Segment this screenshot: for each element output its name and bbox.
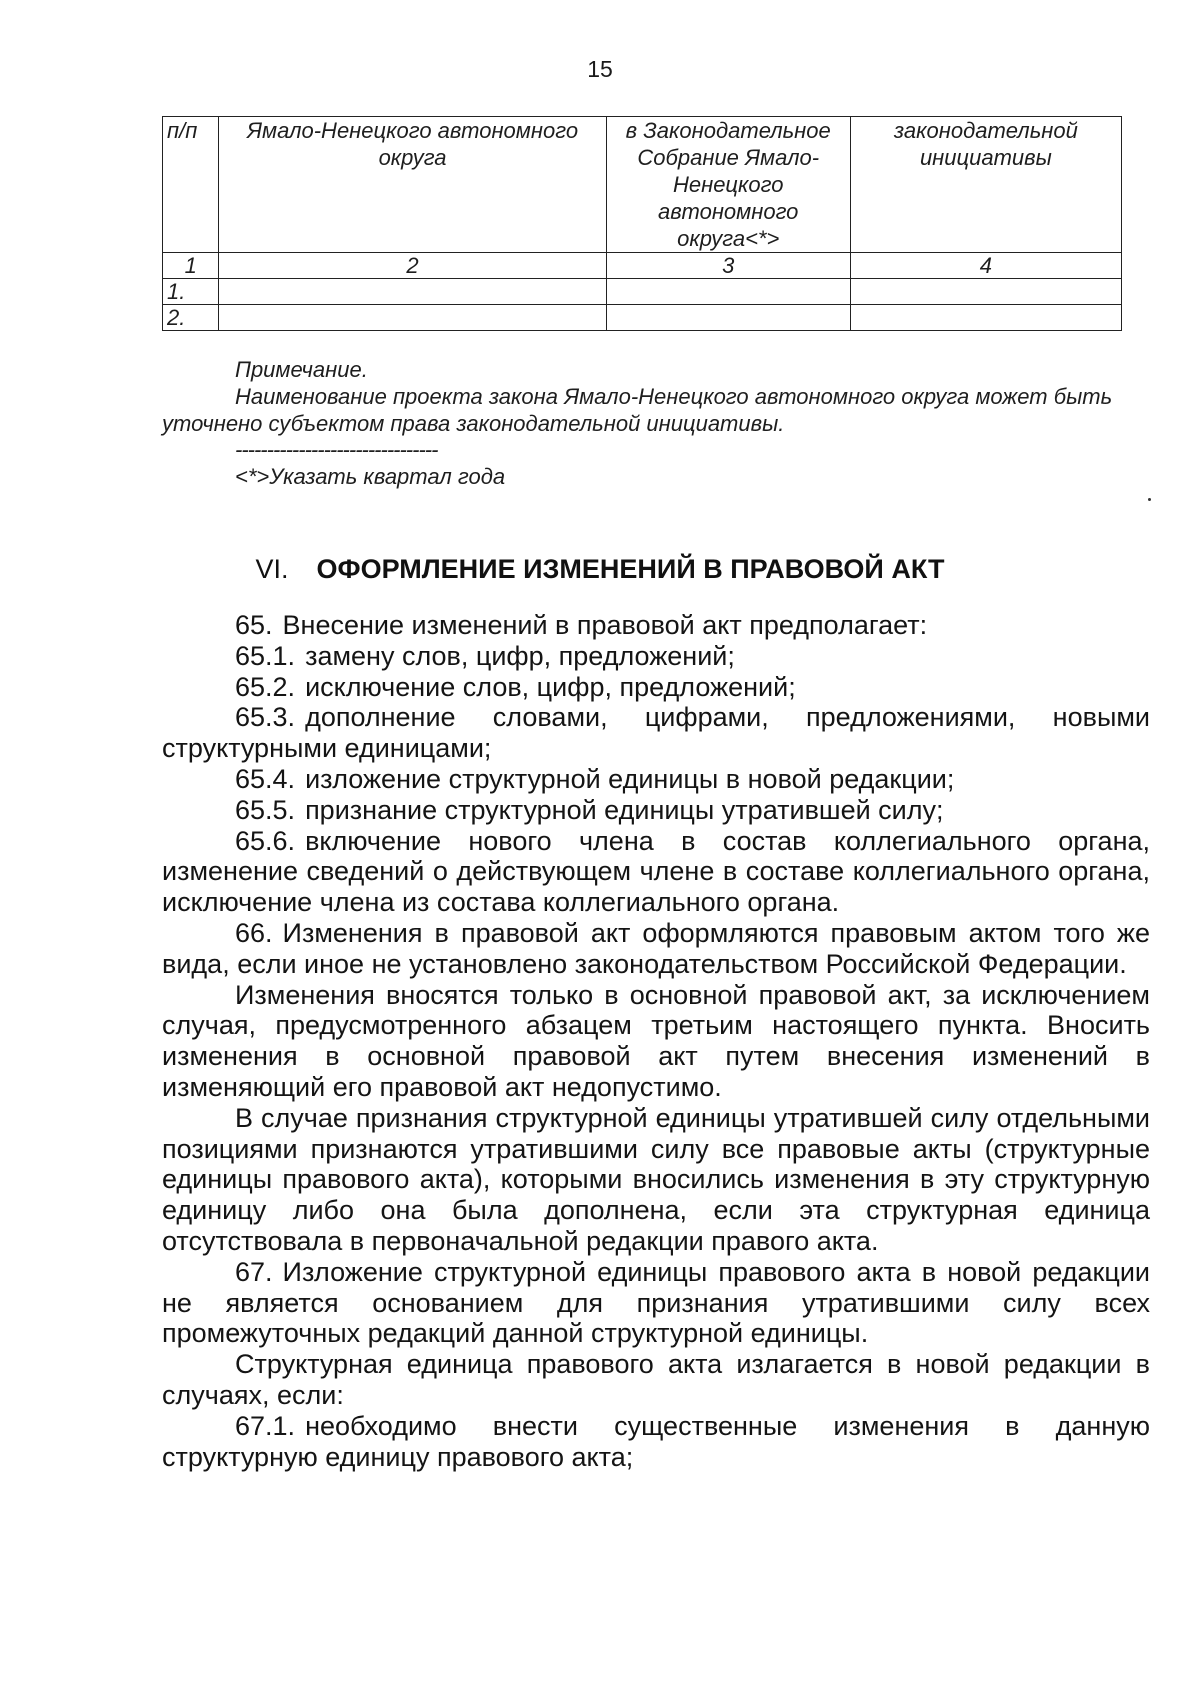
section-heading bbox=[0, 552, 1200, 586]
paragraph bbox=[162, 672, 1150, 703]
table-header-cell: законодательной инициативы bbox=[850, 117, 1121, 253]
table-cell bbox=[606, 305, 850, 331]
table-cell bbox=[219, 279, 606, 305]
paragraph-text: исключение слов, цифр, предложений; bbox=[305, 671, 796, 702]
paragraph bbox=[162, 980, 1150, 1103]
paragraph-text: необходимо внести существенные изменения в данную структурную единицу правового акта; bbox=[162, 1410, 1150, 1472]
table-cell: 1. bbox=[163, 279, 219, 305]
footnote-text: <*>Указать квартал года bbox=[235, 464, 506, 489]
section-title: ОФОРМЛЕНИЕ ИЗМЕНЕНИЙ В ПРАВОВОЙ АКТ bbox=[316, 554, 945, 584]
paragraph-text: Структурная единица правового акта излагается в новой редакции в случаях, если: bbox=[162, 1349, 1150, 1410]
table-cell bbox=[606, 279, 850, 305]
column-number-cell: 1 bbox=[163, 253, 219, 279]
table-cell: 2. bbox=[163, 305, 219, 331]
paragraph bbox=[162, 918, 1150, 980]
paragraph-number: 65.4. bbox=[235, 763, 296, 794]
paragraph-number: 65.6. bbox=[235, 825, 296, 856]
paragraph bbox=[162, 1257, 1150, 1349]
paragraph-number: 65.2. bbox=[235, 671, 296, 702]
table-cell bbox=[850, 305, 1121, 331]
paragraph bbox=[162, 1103, 1150, 1257]
paragraph-number: 65.5. bbox=[235, 794, 296, 825]
note-text: Наименование проекта закона Ямало-Ненецкого автономного округа может быть уточнено субъектом права законодательной инициативы. bbox=[162, 384, 1113, 436]
paragraph-text: дополнение словами, цифрами, предложениями, новыми структурными единицами; bbox=[162, 702, 1150, 764]
footnote-separator: -------------------------------- bbox=[235, 437, 438, 462]
section-body bbox=[162, 610, 1150, 1472]
paragraph-text: изложение структурной единицы в новой редакции; bbox=[305, 763, 955, 794]
table-row bbox=[163, 279, 1122, 305]
paragraph bbox=[162, 641, 1150, 672]
table-cell bbox=[850, 279, 1121, 305]
stray-dot bbox=[1148, 498, 1151, 501]
paragraph-number: 65.3. bbox=[235, 702, 296, 733]
paragraph-text: Изменения вносятся только в основной правовой акт, за исключением случая, предусмотренного абзацем третьим настоящего пункта. Вносить изменения в основной правовой акт путем внесения изменений в изменяющий его правовой акт недопустимо. bbox=[162, 979, 1150, 1102]
table-header-row bbox=[163, 117, 1122, 253]
paragraph bbox=[162, 702, 1150, 764]
paragraph-number: 65.1. bbox=[235, 640, 296, 671]
paragraph-text: Внесение изменений в правовой акт предполагает: bbox=[282, 610, 928, 640]
paragraph bbox=[162, 764, 1150, 795]
paragraph bbox=[162, 1411, 1150, 1473]
paragraph bbox=[162, 795, 1150, 826]
paragraph-number: 67.1. bbox=[235, 1410, 296, 1441]
column-number-cell: 2 bbox=[219, 253, 606, 279]
table-row bbox=[163, 305, 1122, 331]
note-label: Примечание. bbox=[235, 357, 368, 382]
paragraph bbox=[162, 610, 1150, 641]
plan-table bbox=[162, 116, 1122, 331]
paragraph-number: 65. bbox=[235, 610, 273, 640]
paragraph bbox=[162, 1349, 1150, 1411]
column-number-cell: 3 bbox=[606, 253, 850, 279]
paragraph-number: 66. bbox=[235, 917, 273, 948]
table-header-cell: Ямало-Ненецкого автономного округа bbox=[219, 117, 606, 253]
table-note bbox=[162, 356, 1142, 490]
paragraph-text: включение нового члена в состав коллегиального органа, изменение сведений о действующем члене в составе коллегиального органа, исключение члена из состава коллегиального органа. bbox=[162, 825, 1150, 918]
paragraph-text: В случае признания структурной единицы утратившей силу отдельными позициями признаются утратившими силу все правовые акты (структурные единицы правового акта), которыми вносились изменения в эту структурную единицу либо она была дополнена, если эта структурная единица отсутствовала в первоначальной редакции правого акта. bbox=[162, 1102, 1150, 1256]
table-header-cell: в Законодательное Собрание Ямало-Ненецкого автономного округа<*> bbox=[606, 117, 850, 253]
paragraph-text: замену слов, цифр, предложений; bbox=[305, 640, 735, 671]
section-number: VI. bbox=[255, 554, 289, 584]
column-number-cell: 4 bbox=[850, 253, 1121, 279]
table-column-numbers-row bbox=[163, 253, 1122, 279]
table-header-cell: п/п bbox=[163, 117, 219, 253]
table-cell bbox=[219, 305, 606, 331]
paragraph-text: Изложение структурной единицы правового акта в новой редакции не является основанием для признания утратившими силу всех промежуточных редакций данной структурной единицы. bbox=[162, 1256, 1150, 1349]
page-number: 15 bbox=[587, 56, 613, 82]
paragraph-text: признание структурной единицы утратившей силу; bbox=[305, 794, 944, 825]
paragraph bbox=[162, 826, 1150, 918]
paragraph-number: 67. bbox=[235, 1256, 273, 1287]
paragraph-text: Изменения в правовой акт оформляются правовым актом того же вида, если иное не установлено законодательством Российской Федерации. bbox=[162, 917, 1150, 979]
